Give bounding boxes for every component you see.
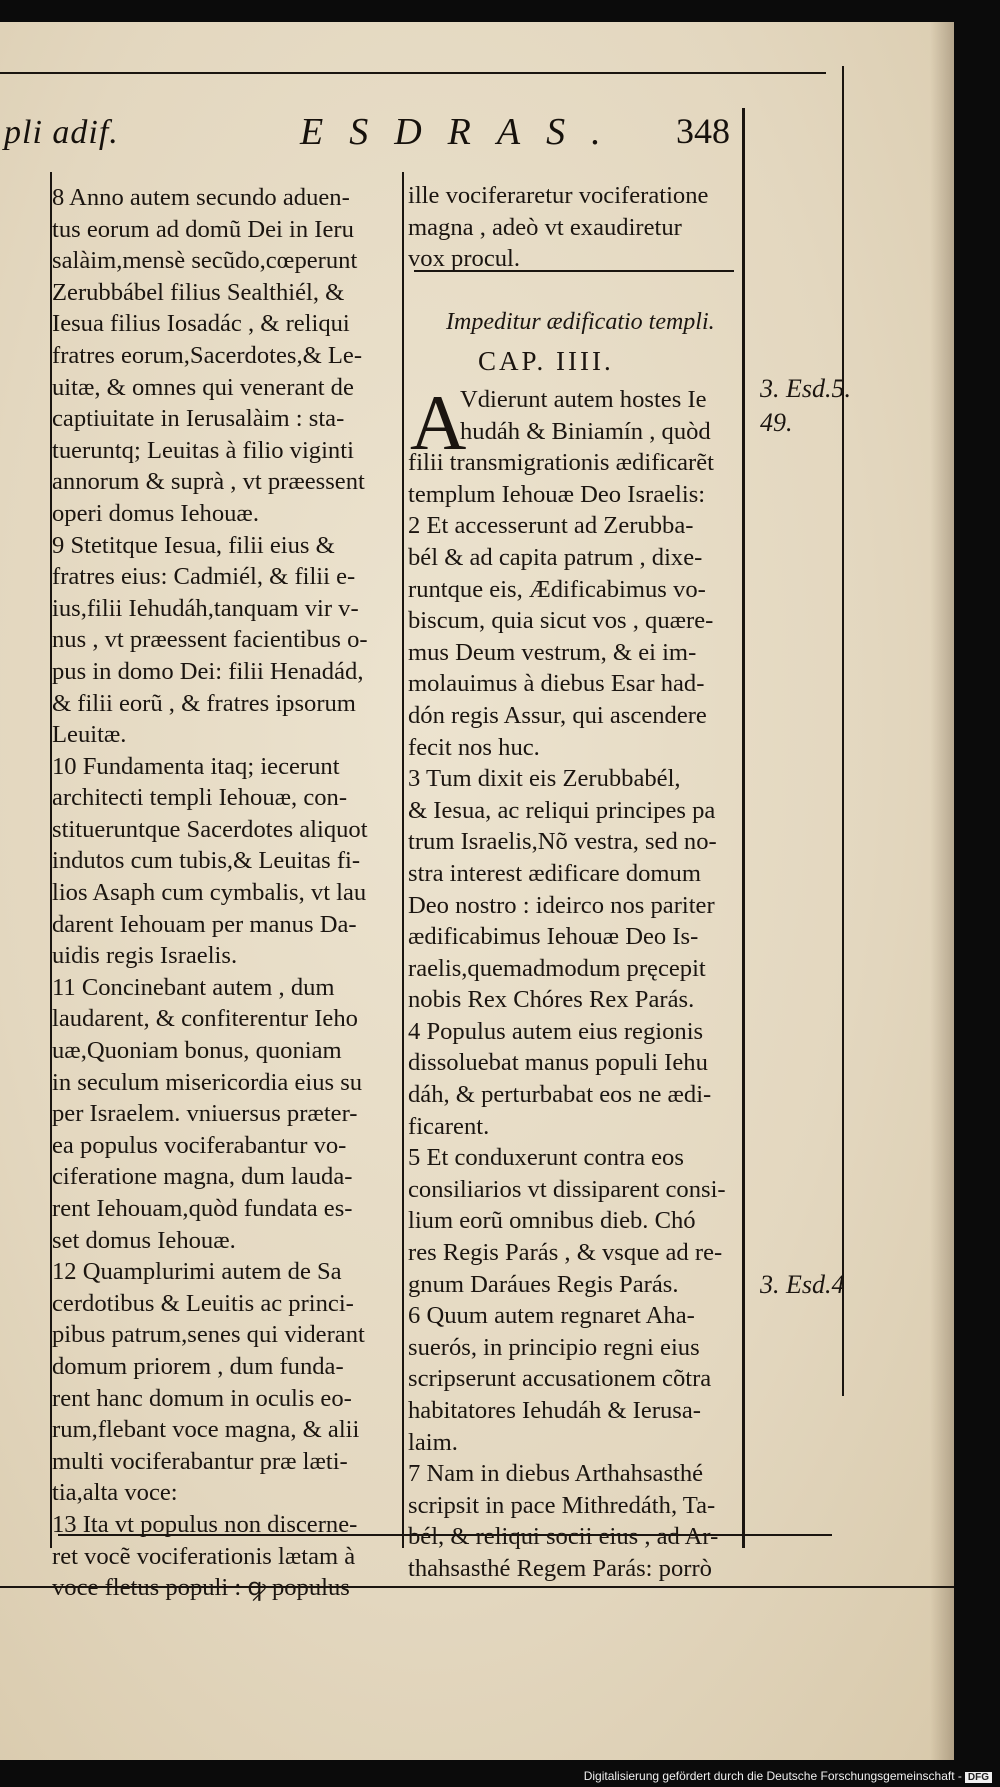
dfg-logo: DFG <box>965 1772 992 1783</box>
text-line: tia,alta voce: <box>52 1479 178 1507</box>
text-line: consiliarios vt dissiparent consi- <box>408 1175 726 1203</box>
footer-text: Digitalisierung gefördert durch die Deutsche Forschungsgemeinschaft - <box>583 1769 962 1783</box>
text-line: cerdotibus & Leuitis ac princi- <box>52 1289 354 1317</box>
text-line: res Regis Parás , & vsque ad re- <box>408 1239 723 1267</box>
text-line: 9 Stetitque Iesua, filii eius & <box>52 531 335 559</box>
text-line: uitæ, & omnes qui venerant de <box>52 373 354 401</box>
text-line: rent hanc domum in oculis eo- <box>52 1384 352 1412</box>
text-line: dissoluebat manus populi Iehu <box>408 1049 708 1077</box>
text-line: stitueruntque Sacerdotes aliquot <box>52 815 368 843</box>
text-line: lios Asaph cum cymbalis, vt lau <box>52 879 367 907</box>
text-line: uidis regis Israelis. <box>52 942 238 970</box>
chapter-heading: CAP. IIII. <box>478 346 614 376</box>
text-line: in seculum misericordia eius su <box>52 1068 363 1096</box>
footer-credit <box>584 1769 992 1783</box>
book-title: ESDRAS. <box>300 111 627 153</box>
text-line: ædificabimus Iehouæ Deo Is- <box>408 923 699 951</box>
text-line: 11 Concinebant autem , dum <box>52 973 335 1001</box>
margin-note-ref1-cont: 49. <box>760 408 793 437</box>
text-line: dón regis Assur, qui ascendere <box>408 701 707 729</box>
text-line: ius,filii Iehudáh,tanquam vir v- <box>52 594 359 622</box>
text-line: vox procul. <box>408 245 521 273</box>
text-line: 3 Tum dixit eis Zerubbabél, <box>408 765 681 793</box>
text-line: & filii eorũ , & fratres ipsorum <box>52 689 356 717</box>
chapter-summary: Impeditur ædificatio templi. <box>446 309 715 335</box>
text-line: tueruntq; Leuitas à filio viginti <box>52 436 354 464</box>
right-column-body <box>408 379 748 1585</box>
text-line: domum priorem , dum funda- <box>52 1352 344 1380</box>
drop-cap: A <box>410 379 467 466</box>
text-line: set domus Iehouæ. <box>52 1226 236 1254</box>
text-line: 4 Populus autem eius regionis <box>408 1017 704 1045</box>
text-line: multi vociferabantur præ læti- <box>52 1447 348 1475</box>
text-line: molauimus à diebus Esar had- <box>408 670 705 698</box>
text-line: magna , adeò vt exaudiretur <box>408 213 682 241</box>
text-line: 8 Anno autem secundo aduen- <box>52 184 350 211</box>
text-line: biscum, quia sicut vos , quære- <box>408 607 714 635</box>
text-line: lium eorũ omnibus dieb. Chó <box>408 1207 696 1235</box>
text-line: mus Deum vestrum, & ei im- <box>408 638 697 666</box>
text-line: Leuitæ. <box>52 721 127 749</box>
text-line: fratres eius: Cadmiél, & filii e- <box>52 563 356 591</box>
outer-divider-right <box>842 66 844 1396</box>
text-line: thahsasthé Regem Parás: porrò <box>408 1554 712 1582</box>
text-line: nobis Rex Chóres Rex Parás. <box>408 986 695 1014</box>
margin-note-ref2: 3. Esd.4 <box>760 1270 845 1299</box>
text-line: Iesua filius Iosadác , & reliqui <box>52 310 350 338</box>
running-title: pli adif. <box>4 114 119 151</box>
left-column <box>52 182 398 1604</box>
text-line: bél, & reliqui socii eius , ad Ar- <box>408 1523 719 1551</box>
text-line: laim. <box>408 1428 458 1456</box>
text-line: ret vocẽ vociferationis lætam à <box>52 1542 356 1570</box>
text-line: suerós, in principio regni eius <box>408 1333 700 1361</box>
text-line: darent Iehouam per manus Da- <box>52 910 357 938</box>
text-line: ficarent. <box>408 1112 490 1140</box>
text-line: fratres eorum,Sacerdotes,& Le- <box>52 341 363 369</box>
margin-note-ref1: 3. Esd.5. <box>760 374 851 403</box>
text-line: 6 Quum autem regnaret Aha- <box>408 1302 695 1330</box>
text-line: rum,flebant voce magna, & alii <box>52 1416 360 1444</box>
text-line: gnum Daráues Regis Parás. <box>408 1270 679 1298</box>
right-column-top <box>408 180 748 275</box>
text-line: 5 Et conduxerunt contra eos <box>408 1144 684 1172</box>
text-line: salàim,mensè secũdo,cœperunt <box>52 247 358 275</box>
text-line: Zerubbábel filius Sealthiél, & <box>52 278 345 306</box>
text-line: ille vociferaretur vociferatione <box>408 182 709 209</box>
text-line: captiuitate in Ierusalàim : sta- <box>52 405 345 433</box>
text-line: fecit nos huc. <box>408 733 540 761</box>
text-line: voce fletus populi : ꝙ populus <box>52 1574 350 1602</box>
text-line: Vdierunt autem hostes Ie <box>460 386 707 413</box>
text-line: 7 Nam in diebus Arthahsasthé <box>408 1460 704 1488</box>
text-line: habitatores Iehudáh & Ierusa- <box>408 1397 701 1424</box>
text-line: bél & ad capita patrum , dixe- <box>408 543 703 571</box>
page-number: 348 <box>676 111 730 151</box>
text-line: rent Iehouam,quòd fundata es- <box>52 1195 353 1222</box>
text-line: annorum & suprà , vt præessent <box>52 468 365 496</box>
text-line: uæ,Quoniam bonus, quoniam <box>52 1037 342 1065</box>
page-edge-shadow <box>930 22 954 1760</box>
text-line: 12 Quamplurimi autem de Sa <box>52 1258 342 1286</box>
text-line: ea populus vociferabantur vo- <box>52 1131 347 1159</box>
text-line: filii transmigrationis ædificarẽt <box>408 449 714 477</box>
text-line: indutos cum tubis,& Leuitas fi- <box>52 847 361 875</box>
text-line: trum Israelis,Nõ vestra, sed no- <box>408 828 717 856</box>
header-rule <box>0 72 826 74</box>
text-line: & Iesua, ac reliqui principes pa <box>408 796 716 824</box>
text-line: tus eorum ad domũ Dei in Ieru <box>52 215 354 243</box>
text-line: nus , vt præessent facientibus o- <box>52 626 368 654</box>
text-line: stra interest ædificare domum <box>408 859 701 887</box>
text-line: hudáh & Biniamín , quòd <box>460 417 711 445</box>
text-line: laudarent, & confiterentur Ieho <box>52 1005 358 1033</box>
text-line: pus in domo Dei: filii Henadád, <box>52 657 364 685</box>
text-line: Deo nostro : ideirco nos pariter <box>408 891 715 919</box>
text-line: per Israelem. vniuersus præter- <box>52 1100 358 1128</box>
text-line: dáh, & perturbabat eos ne ædi- <box>408 1081 712 1109</box>
text-line: ciferatione magna, dum lauda- <box>52 1163 353 1191</box>
text-line: raelis,quemadmodum pręcepit <box>408 954 706 982</box>
text-line: templum Iehouæ Deo Israelis: <box>408 480 706 508</box>
text-line: 2 Et accesserunt ad Zerubba- <box>408 512 694 540</box>
text-line: architecti templi Iehouæ, con- <box>52 784 348 812</box>
text-line: runtque eis, Ædificabimus vo- <box>408 575 706 603</box>
text-line: scripserunt accusationem cõtra <box>408 1365 712 1393</box>
column-divider-center <box>402 172 404 1548</box>
text-line: 13 Ita vt populus non discerne- <box>52 1510 358 1538</box>
book-page <box>0 22 954 1760</box>
text-line: scripsit in pace Mithredáth, Ta- <box>408 1491 716 1519</box>
text-line: 10 Fundamenta itaq; iecerunt <box>52 752 340 780</box>
text-line: pibus patrum,senes qui viderant <box>52 1321 365 1349</box>
text-line: operi domus Iehouæ. <box>52 499 259 527</box>
